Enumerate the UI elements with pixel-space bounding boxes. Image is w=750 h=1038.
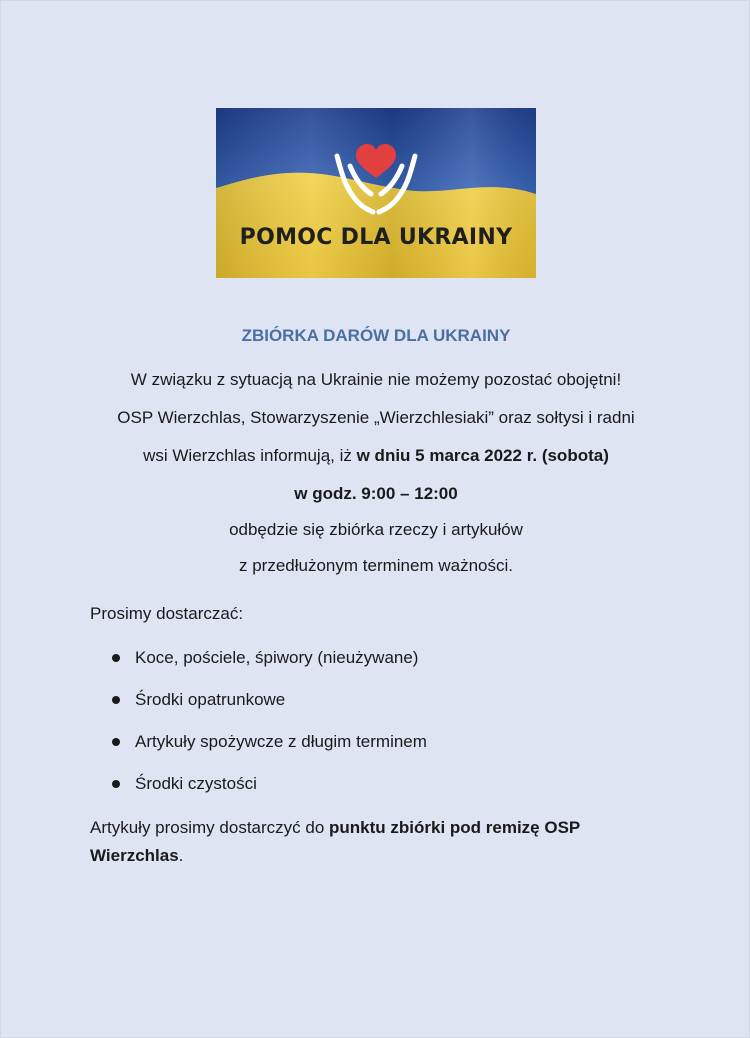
bullet-icon <box>112 738 120 746</box>
delivery-suffix: . <box>178 846 184 865</box>
delivery-location: punktu zbiórki pod remizę OSP Wierzchlas <box>90 818 580 865</box>
list-item-label: Koce, pościele, śpiwory (nieużywane) <box>135 648 419 667</box>
delivery-prefix: Artykuły prosimy dostarczyć do <box>90 818 330 837</box>
bullet-icon <box>112 696 120 704</box>
date-line-prefix: wsi Wierzchlas informują, iż <box>143 446 357 465</box>
list-item <box>90 689 427 731</box>
flag-graphic <box>216 108 536 278</box>
items-list <box>90 647 427 815</box>
list-item-label: Środki czystości <box>135 774 257 793</box>
list-item <box>90 647 427 689</box>
list-item <box>90 731 427 773</box>
date-line <box>1 445 750 467</box>
ukraine-flag-banner <box>216 108 536 278</box>
delivery-text <box>90 814 650 870</box>
bullet-icon <box>112 780 120 788</box>
list-item-label: Środki opatrunkowe <box>135 690 286 709</box>
organizers-text: OSP Wierzchlas, Stowarzyszenie „Wierzchlesiaki” oraz sołtysi i radni <box>117 408 635 427</box>
date-text: w dniu 5 marca 2022 r. (sobota) <box>356 446 609 465</box>
request-text: Prosimy dostarczać: <box>90 604 244 623</box>
banner-title: POMOC DLA UKRAINY <box>239 225 513 250</box>
intro-text: W związku z sytuacją na Ukrainie nie możemy pozostać obojętni! <box>130 370 622 389</box>
list-item-label: Artykuły spożywcze z długim terminem <box>135 732 427 751</box>
collection-text: odbędzie się zbiórka rzeczy i artykułów <box>229 520 523 539</box>
expiry-text: z przedłużonym terminem ważności. <box>239 556 513 575</box>
bullet-icon <box>112 654 120 662</box>
list-item <box>90 773 427 815</box>
time-text: w godz. 9:00 – 12:00 <box>294 484 458 503</box>
page-heading: ZBIÓRKA DARÓW DLA UKRAINY <box>241 326 511 345</box>
